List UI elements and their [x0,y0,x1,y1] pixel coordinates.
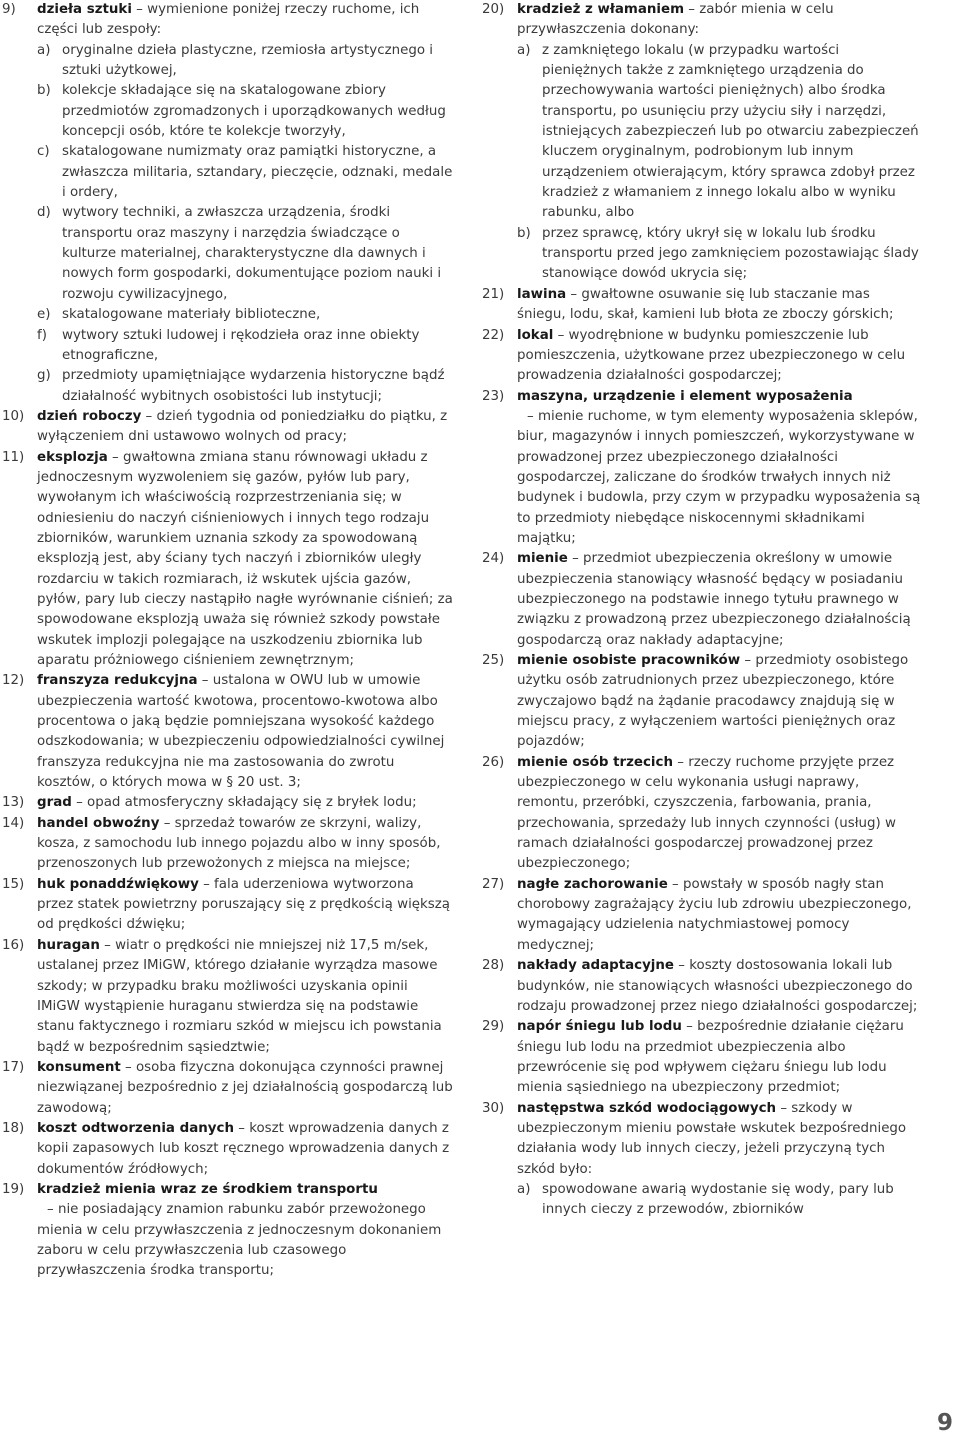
definition-text: – powstały w sposób nagły stan chorobowy zagrażający życiu lub zdrowiu ubezpieczonego, wymagający udzielenia natychmiastowej pomocy medycznej; [517,876,912,953]
sub-item-letter: f) [37,327,47,343]
sub-item-text: z zamkniętego lokalu (w przypadku wartości pieniężnych także z zamkniętego urządzenia do przechowywania wartości pieniężnych) albo środka transportu, po usunięciu przy użyciu siły i narzędzi, istniejących zabezpieczeń lub po otwarciu zabezpieczeń kluczem oryginalnym, podrobionym lub innym urządzeniem otwierającym, który sprawca zdobył przez kradzież z włamaniem z innego lokalu albo w wyniku rabunku, albo [542,42,919,221]
term: konsument [37,1059,121,1075]
term: mienie osób trzecich [517,754,673,770]
item-number: 21) [482,286,505,302]
term: lokal [517,327,554,343]
item-number: 17) [2,1059,25,1075]
item-number: 24) [482,551,505,567]
sub-item [37,326,454,367]
sub-item-text: oryginalne dzieła plastyczne, rzemiosła artystycznego i sztuki użytkowej, [62,42,433,79]
item-number: 12) [2,673,25,689]
item-number: 13) [2,795,25,811]
item-number: 10) [2,408,25,424]
definition-item [482,326,922,387]
definition-item [482,285,922,326]
term: kradzież mienia wraz ze środkiem transportu [37,1181,378,1197]
definition-item [482,549,922,651]
sub-item-letter: b) [517,225,531,241]
definition-item [2,793,454,813]
definition-item [2,407,454,448]
term: mienie [517,551,568,567]
sub-item-text: spowodowane awarią wydostanie się wody, pary lub innych cieczy z przewodów, zbiorników [542,1181,894,1218]
sub-item-text: przedmioty upamiętniające wydarzenia historyczne bądź działalność wybitnych osobistości lub instytucji; [62,368,445,404]
definition-item [2,1058,454,1119]
item-number: 25) [482,653,505,668]
sub-item-text: przez sprawcę, który ukrył się w lokalu lub środku transportu przed jego zamknięciem pozostawiając ślady stanowiące dowód ukrycia się; [542,225,919,282]
sub-item [517,41,922,224]
term: huk ponaddźwiękowy [37,876,199,892]
right-column [482,0,922,1221]
definition-text: – mienie ruchome, w tym elementy wyposażenia sklepów, biur, magazynów i innych pomieszczeń, wykorzystywane w prowadzonej przez ubezpieczonego działalności gospodarczej, zaliczane do środków trwałych innych niż budynek i budowla, przy czym w przypadku wyposażenia są to przedmioty niebędące niskocennymi składnikami majątku; [517,408,921,546]
sub-item-text: skatalogowane materiały biblioteczne, [62,307,321,323]
term: maszyna, urządzenie i element wyposażenia [517,388,853,404]
term: koszt odtworzenia danych [37,1120,234,1136]
definition-text: – gwałtowna zmiana stanu równowagi układu z jednoczesnym wyzwoleniem się gazów, pyłów lub pary, wywołanym ich właściwością rozprzestrzeniania się; w odniesieniu do naczyń ciśnieniowych i innych tego rodzaju zbiorników, warunkiem uznania szkody za spowodowaną eksplozją jest, aby ściany tych naczyń i zbiorników uległy rozdarciu w takich rozmiarach, iż wskutek ujścia gazów, pyłów, pary lub cieczy nastąpiło nagłe wyrównanie ciśnień; za spowodowane eksplozją uważa się również szkody powstałe wskutek implozji polegające na uszkodzeniu zbiornika lub aparatu próżniowego ciśnieniem zewnętrznym; [37,449,453,668]
item-number: 26) [482,754,505,770]
sub-item-letter: a) [517,42,531,58]
definition-item [482,1099,922,1221]
item-number: 18) [2,1120,25,1136]
definition-item [482,753,922,875]
definition-item [2,448,454,672]
sub-item-text: kolekcje składające się na skatalogowane zbiory przedmiotów zgromadzonych i uporządkowanych według koncepcji osób, które te kolekcje tworzyły, [62,83,446,140]
definition-item [2,1180,454,1282]
definition-item [482,875,922,956]
sub-item-text: wytwory techniki, a zwłaszcza urządzenia, środki transportu oraz maszyny i narzędzia świadczące o kulturze materialnej, charakterystyczne dla dawnych i nowych form gospodarki, dokumentujące poziom nauki i rozwoju cywilizacyjnego, [62,205,442,302]
term: mienie osobiste pracowników [517,653,741,668]
term: handel obwoźny [37,815,160,831]
item-number: 14) [2,815,25,831]
sub-item-letter: c) [37,144,50,160]
item-number: 23) [482,388,505,404]
sub-item [37,41,454,82]
item-number: 29) [482,1019,505,1035]
definition-text: – sprzedaż towarów ze skrzyni, walizy, kosza, z samochodu lub innego pojazdu albo w inny sposób, przenoszonych lub przewożonych z miejsca na miejsce; [37,815,441,872]
sub-item-letter: a) [517,1181,531,1197]
sub-item-letter: g) [37,368,51,384]
definition-item [2,0,454,407]
item-number: 20) [482,2,505,17]
definition-item [482,651,922,753]
term: lawina [517,286,567,302]
definition-text: – wyodrębnione w budynku pomieszczenie lub pomieszczenia, użytkowane przez ubezpieczonego w celu prowadzenia działalności gospodarczej; [517,327,906,384]
definition-text: – koszt wprowadzenia danych z kopii zapasowych lub koszt ręcznego wprowadzenia danych z dokumentów źródłowych; [37,1120,450,1177]
definition-text: – bezpośrednie działanie ciężaru śniegu lub lodu na przedmiot ubezpieczenia albo przewrócenie się pod wpływem ciężaru śniegu lub lodu mienia sąsiedniego na ubezpieczony przedmiot; [517,1019,904,1096]
sub-item [37,142,454,203]
definition-text: – fala uderzeniowa wytworzona przez statek powietrzny poruszający się z prędkością większą od prędkości dźwięku; [37,876,450,933]
item-number: 22) [482,327,505,343]
definition-text: – przedmioty osobistego użytku osób zatrudnionych przez ubezpieczonego, które zwyczajowo bądź na żądanie pracodawcy znajdują się w miejscu pracy, z wyłączeniem wartości pieniężnych oraz pojazdów; [517,653,909,750]
definition-text: – rzeczy ruchome przyjęte przez ubezpieczonego w celu wykonania usługi naprawy, remontu, przeróbki, czyszczenia, farbowania, prania, przechowania, sprzedaży lub innych czynności (usług) w ramach działalności gospodarczej prowadzonej przez ubezpieczonego; [517,754,896,872]
definition-item [2,875,454,936]
definition-item [482,1017,922,1098]
definition-text: – szkody w ubezpieczonym mieniu powstałe wskutek bezpośredniego działania wody lub innych cieczy, jeżeli przyczyną tych szkód było: [517,1100,907,1177]
item-number: 28) [482,958,505,974]
definition-item [482,387,922,550]
definition-text: – osoba fizyczna dokonująca czynności prawnej niezwiązanej bezpośrednio z jej działalnością gospodarczą lub zawodową; [37,1059,453,1116]
definition-item [2,814,454,875]
item-number: 9) [2,2,16,17]
definition-text: – koszty dostosowania lokali lub budynków, nie stanowiących własności ubezpieczonego do rodzaju prowadzonej przez niego działalności gospodarczej; [517,958,918,1014]
sub-item-letter: e) [37,307,51,323]
definition-item [2,671,454,793]
item-number: 30) [482,1100,505,1116]
term: kradzież z włamaniem [517,2,685,17]
sub-item-letter: b) [37,83,51,99]
item-number: 27) [482,876,505,892]
item-number: 19) [2,1181,25,1197]
definition-text: – zabór mienia w celu przywłaszczenia dokonany: [517,2,834,38]
term: huragan [37,937,100,953]
term: nagłe zachorowanie [517,876,668,892]
definition-item [2,1119,454,1180]
term: eksplozja [37,449,108,465]
sub-item-text: wytwory sztuki ludowej i rękodzieła oraz inne obiekty etnograficzne, [62,327,420,363]
term: dzieła sztuki [37,2,132,17]
term: napór śniegu lub lodu [517,1019,682,1035]
definition-item [482,0,922,285]
definition-text: – wymienione poniżej rzeczy ruchome, ich części lub zespoły: [37,2,420,38]
definition-text: – ustalona w OWU lub w umowie ubezpieczenia wartość kwotowa, procentowo-kwotowa albo procentowa o jaką będzie pomniejszana wysokość każdego odszkodowania; w ubezpieczeniu odpowiedzialności cywilnej franszyza redukcyjna nie ma zastosowania do zwrotu kosztów, o których mowa w § 20 ust. 3; [37,673,445,791]
sub-item [37,203,454,305]
definition-text: – nie posiadający znamion rabunku zabór przewożonego mienia w celu przywłaszczenia z jednoczesnym dokonaniem zaboru w celu przywłaszczenia lub czasowego przywłaszczenia środka transportu; [37,1202,442,1279]
term: franszyza redukcyjna [37,673,198,689]
definition-item [482,956,922,1017]
definition-text: – wiatr o prędkości nie mniejszej niż 17,5 m/sek, ustalanej przez IMiGW, którego działanie wyrządza masowe szkody; w przypadku braku możliwości uzyskania opinii IMiGW wystąpienie huraganu stwierdza się na podstawie stanu faktycznego i rozmiaru szkód w miejscu ich powstania bądź w bezpośrednim sąsiedztwie; [37,937,442,1055]
definition-text: – przedmiot ubezpieczenia określony w umowie ubezpieczenia stanowiący własność będący w posiadaniu ubezpieczonego na podstawie innego tytułu prawnego w związku z prowadzoną przez ubezpieczonego działalnością gospodarczą oraz nakłady adaptacyjne; [517,551,911,648]
definition-text: – dzień tygodnia od poniedziałku do piątku, z wyłączeniem dni ustawowo wolnych od pracy; [37,408,448,445]
sub-item-letter: a) [37,42,51,58]
definition-text: – opad atmosferyczny składający się z bryłek lodu; [71,795,417,811]
sub-item [37,305,454,325]
sub-item-text: skatalogowane numizmaty oraz pamiątki historyczne, a zwłaszcza militaria, sztandary, pieczęcie, odznaki, medale i ordery, [62,144,453,201]
sub-item [37,81,454,142]
item-number: 11) [2,449,25,465]
definition-item [2,936,454,1058]
sub-item [37,366,454,407]
left-column [2,0,454,1282]
sub-item-letter: d) [37,205,51,221]
term: nakłady adaptacyjne [517,958,675,974]
item-number: 16) [2,937,25,953]
term: grad [37,795,72,811]
sub-item [517,224,922,285]
page-number: 9 [937,1410,954,1436]
term: następstwa szkód wodociągowych [517,1100,777,1116]
item-number: 15) [2,876,25,892]
sub-item [517,1180,922,1221]
definition-text: – gwałtowne osuwanie się lub staczanie mas śniegu, lodu, skał, kamieni lub błota ze zboczy górskich; [517,286,894,323]
term: dzień roboczy [37,408,142,424]
